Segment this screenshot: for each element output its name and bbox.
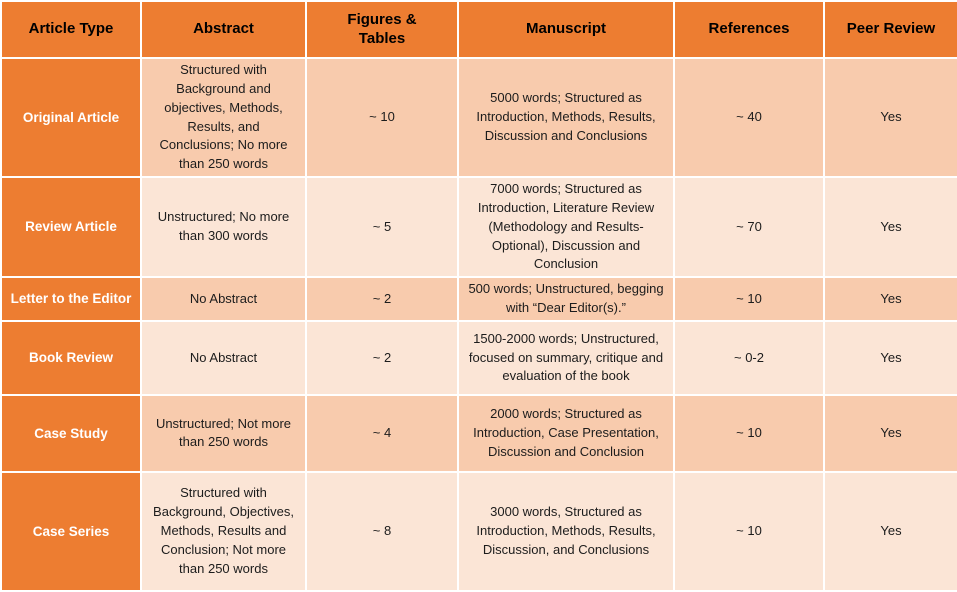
article-type-cell: Case Study	[1, 395, 141, 472]
abstract-cell: No Abstract	[141, 321, 306, 395]
column-header-figures-tables: Figures & Tables	[306, 1, 458, 58]
manuscript-cell: 5000 words; Structured as Introduction, Methods, Results, Discussion and Conclusions	[458, 58, 674, 177]
column-header-references: References	[674, 1, 824, 58]
article-type-cell: Case Series	[1, 472, 141, 591]
peer-review-cell: Yes	[824, 395, 957, 472]
figures-tables-cell: ~ 5	[306, 177, 458, 277]
manuscript-cell: 500 words; Unstructured, begging with “Dear Editor(s).”	[458, 277, 674, 321]
figures-tables-cell: ~ 4	[306, 395, 458, 472]
column-header-article-type: Article Type	[1, 1, 141, 58]
references-cell: ~ 10	[674, 472, 824, 591]
column-header-peer-review: Peer Review	[824, 1, 957, 58]
peer-review-cell: Yes	[824, 177, 957, 277]
figures-tables-cell: ~ 2	[306, 321, 458, 395]
article-type-cell: Original Article	[1, 58, 141, 177]
column-header-abstract: Abstract	[141, 1, 306, 58]
references-cell: ~ 40	[674, 58, 824, 177]
article-type-cell: Review Article	[1, 177, 141, 277]
abstract-cell: Structured with Background and objectives, Methods, Results, and Conclusions; No more than 250 words	[141, 58, 306, 177]
abstract-cell: Structured with Background, Objectives, Methods, Results and Conclusion; Not more than 250 words	[141, 472, 306, 591]
table-row	[1, 321, 957, 395]
table-header	[1, 1, 957, 58]
abstract-cell: Unstructured; No more than 300 words	[141, 177, 306, 277]
table-row	[1, 472, 957, 591]
table-row	[1, 177, 957, 277]
manuscript-cell: 2000 words; Structured as Introduction, Case Presentation, Discussion and Conclusion	[458, 395, 674, 472]
manuscript-cell: 3000 words, Structured as Introduction, Methods, Results, Discussion, and Conclusions	[458, 472, 674, 591]
table-body	[1, 58, 957, 591]
manuscript-cell: 7000 words; Structured as Introduction, Literature Review (Methodology and Results-Optional), Discussion and Conclusion	[458, 177, 674, 277]
manuscript-cell: 1500-2000 words; Unstructured, focused on summary, critique and evaluation of the book	[458, 321, 674, 395]
table-row	[1, 277, 957, 321]
references-cell: ~ 10	[674, 277, 824, 321]
peer-review-cell: Yes	[824, 472, 957, 591]
figures-tables-cell: ~ 2	[306, 277, 458, 321]
table-row	[1, 395, 957, 472]
figures-tables-cell: ~ 10	[306, 58, 458, 177]
article-type-cell: Letter to the Editor	[1, 277, 141, 321]
figures-tables-cell: ~ 8	[306, 472, 458, 591]
peer-review-cell: Yes	[824, 58, 957, 177]
header-row	[1, 1, 957, 58]
peer-review-cell: Yes	[824, 321, 957, 395]
abstract-cell: Unstructured; Not more than 250 words	[141, 395, 306, 472]
column-header-manuscript: Manuscript	[458, 1, 674, 58]
peer-review-cell: Yes	[824, 277, 957, 321]
references-cell: ~ 70	[674, 177, 824, 277]
abstract-cell: No Abstract	[141, 277, 306, 321]
table-row	[1, 58, 957, 177]
references-cell: ~ 0-2	[674, 321, 824, 395]
article-type-cell: Book Review	[1, 321, 141, 395]
references-cell: ~ 10	[674, 395, 824, 472]
